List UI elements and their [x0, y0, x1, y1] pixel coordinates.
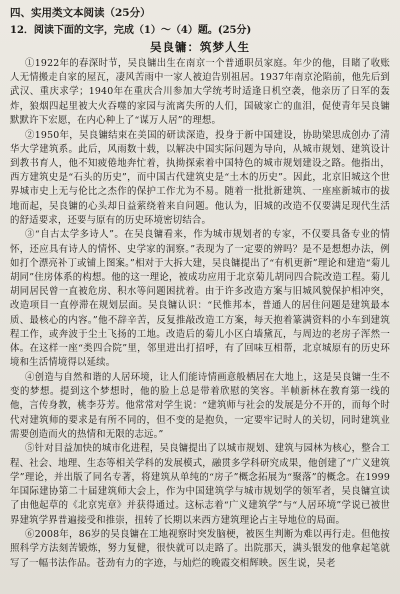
article-title: 吴良镛：筑梦人生	[150, 40, 250, 54]
paragraph-2	[10, 129, 390, 228]
paragraph-number: ②	[25, 129, 35, 141]
paragraph-4	[10, 371, 390, 442]
paragraph-number: ⑤	[25, 443, 35, 455]
paragraph-6	[10, 528, 390, 571]
paragraph-number: ③	[25, 229, 35, 241]
paragraph-3	[10, 228, 390, 370]
paragraph-text: 针对目益加快的城市化进程，吴良镛提出了以城市规划、建筑与园林为核心，整合工程、社会、地理、生态等相关学科的发展模式，融贯多学科研究成果，他创建了“广义建筑学”理论，并出版了同名专著，将建筑从单纯的“房子”概念拓展为“聚落”的概念。在1999年国际建协第二十届建筑师大会上，作为中国建筑学与城市规划学的领军者，吴良镛宣读了由他起草的《北京宪章》并获得通过。这标志着“广义建筑学”与“人居环境”学说已被世界建筑学界普遍接受和推崇，扭转了长期以来西方建筑理论占主导地位的局面。	[10, 443, 390, 526]
section-title: 四、实用类文本阅读（25分）	[10, 7, 151, 19]
paragraph-5	[10, 442, 390, 527]
paragraph-1	[10, 57, 390, 128]
paragraph-text: “自古太学多诗人”。在吴良镛看来，作为城市规划者的专家，不仅要具备专业的情怀，还应具有诗人的情怀、史学家的洞察。”表现为了一定要的辨吗？是不是想想办法，例如打个漂亮补丁或铺上图案。”相对于大拆大建，吴良镛提出了“有机更新”理论和建造“菊儿胡同”住房体系的构想。他的这一理论，被成功应用于北京菊儿胡同四合院改造工程。菊儿胡同居民曾一直被危房、积水等问题困扰着。由于许多改造方案与旧城风貌保护相冲突，改造项目一直停滞在规划层面。吴良镛认识：“民惟邦本，普通人的居住问题是建筑最本质、最核心的内容。”他不辞辛苦，反复推敲改造工方案，每天抱着篆满资料的小车到建筑程工作，或奔波于尘土飞扬的工地。改造后的菊儿小区白墙黛瓦，与周边的老房子浑然一体。在这样一座“类四合院”里，邻里进出打招呼，有了回味互相帮，北京城原有的历史环境和生活情境得以延续。	[10, 229, 390, 369]
paragraph-text: 1950年，吴良镛结束在美国的研读深造，投身于新中国建设，协助梁思成创办了清华大学建筑系。此后，风雨数十载，以解决中国实际问题为导向，从城市规划、建筑设计到教书育人，他不知疲倦地奔忙着，执拗探索着中国特色的城市规划建设之路。他指出，西方建筑史是“石头的历史”，而中国古代建筑史是“土木的历史”。因此，北京旧城这个世界城市史上无与伦比之杰作的保护工作尤为不易。随着一批批新建筑、一座座新城市的拔地而起，吴良镛的心头却日益萦绕着来自问题。他认为，旧城的改造不仅要满足现代生活的舒适要求，还要与原有的历史环境密切结合。	[10, 129, 391, 226]
paragraph-text: 创造与自然和谐的人居环境，让人们能诗情画意般栖居在大地上，这是吴良镛一生不变的梦想。提到这个梦想时，他的脸上总是带着欣慰的笑容。半帧新林在教育第一线的他，言传身教，桃李芬芳。他常常对学生说：“建筑师与社会的发展是分不开的，而每个时代对建筑师的要求是有所不同的，但不变的是抱负，一定要牢记时人的关切，同时建筑业需要创造而火的热情和无限的志远。”	[10, 371, 390, 440]
paragraph-number: ①	[25, 58, 35, 69]
paragraph-text: 1922年的春深时节，吴良镛出生在南京一个普通职员家庭。年少的他，目睹了收账人无情搬走自家的屋瓦，凄风苦雨中一家人被迫告别祖居。1937年南京沦陷前，他先后到武汉、重庆求学；1940年在重庆合川参加大学统考时适逢日机空袭，他亲历了日军的轰炸，狼烟四起里被大火吞噬的家园与流离失所的人们，国破家亡的血泪，促使青年吴良镛默默许下宏愿，在内心种上了“谋万人居”的理想。	[10, 58, 391, 126]
paragraph-text: 2008年，86岁的吴良镛在工地视察时突发脑梗，被医生判断为难以再行走。但他按照科学方法刻苦锻炼，努力复健，很快就可以走路了。出院那天，满头银发的他拿起笔就写了一幅书法作品。苍劲有力的字迹，与灿烂的晚霞交相辉映。医生说，吴老	[10, 529, 391, 569]
question-prompt: 12．阅读下面的文字，完成（1）～（4）题。(25分)	[10, 25, 252, 36]
paragraph-number: ⑥	[25, 529, 35, 541]
paragraph-number: ④	[25, 371, 35, 383]
